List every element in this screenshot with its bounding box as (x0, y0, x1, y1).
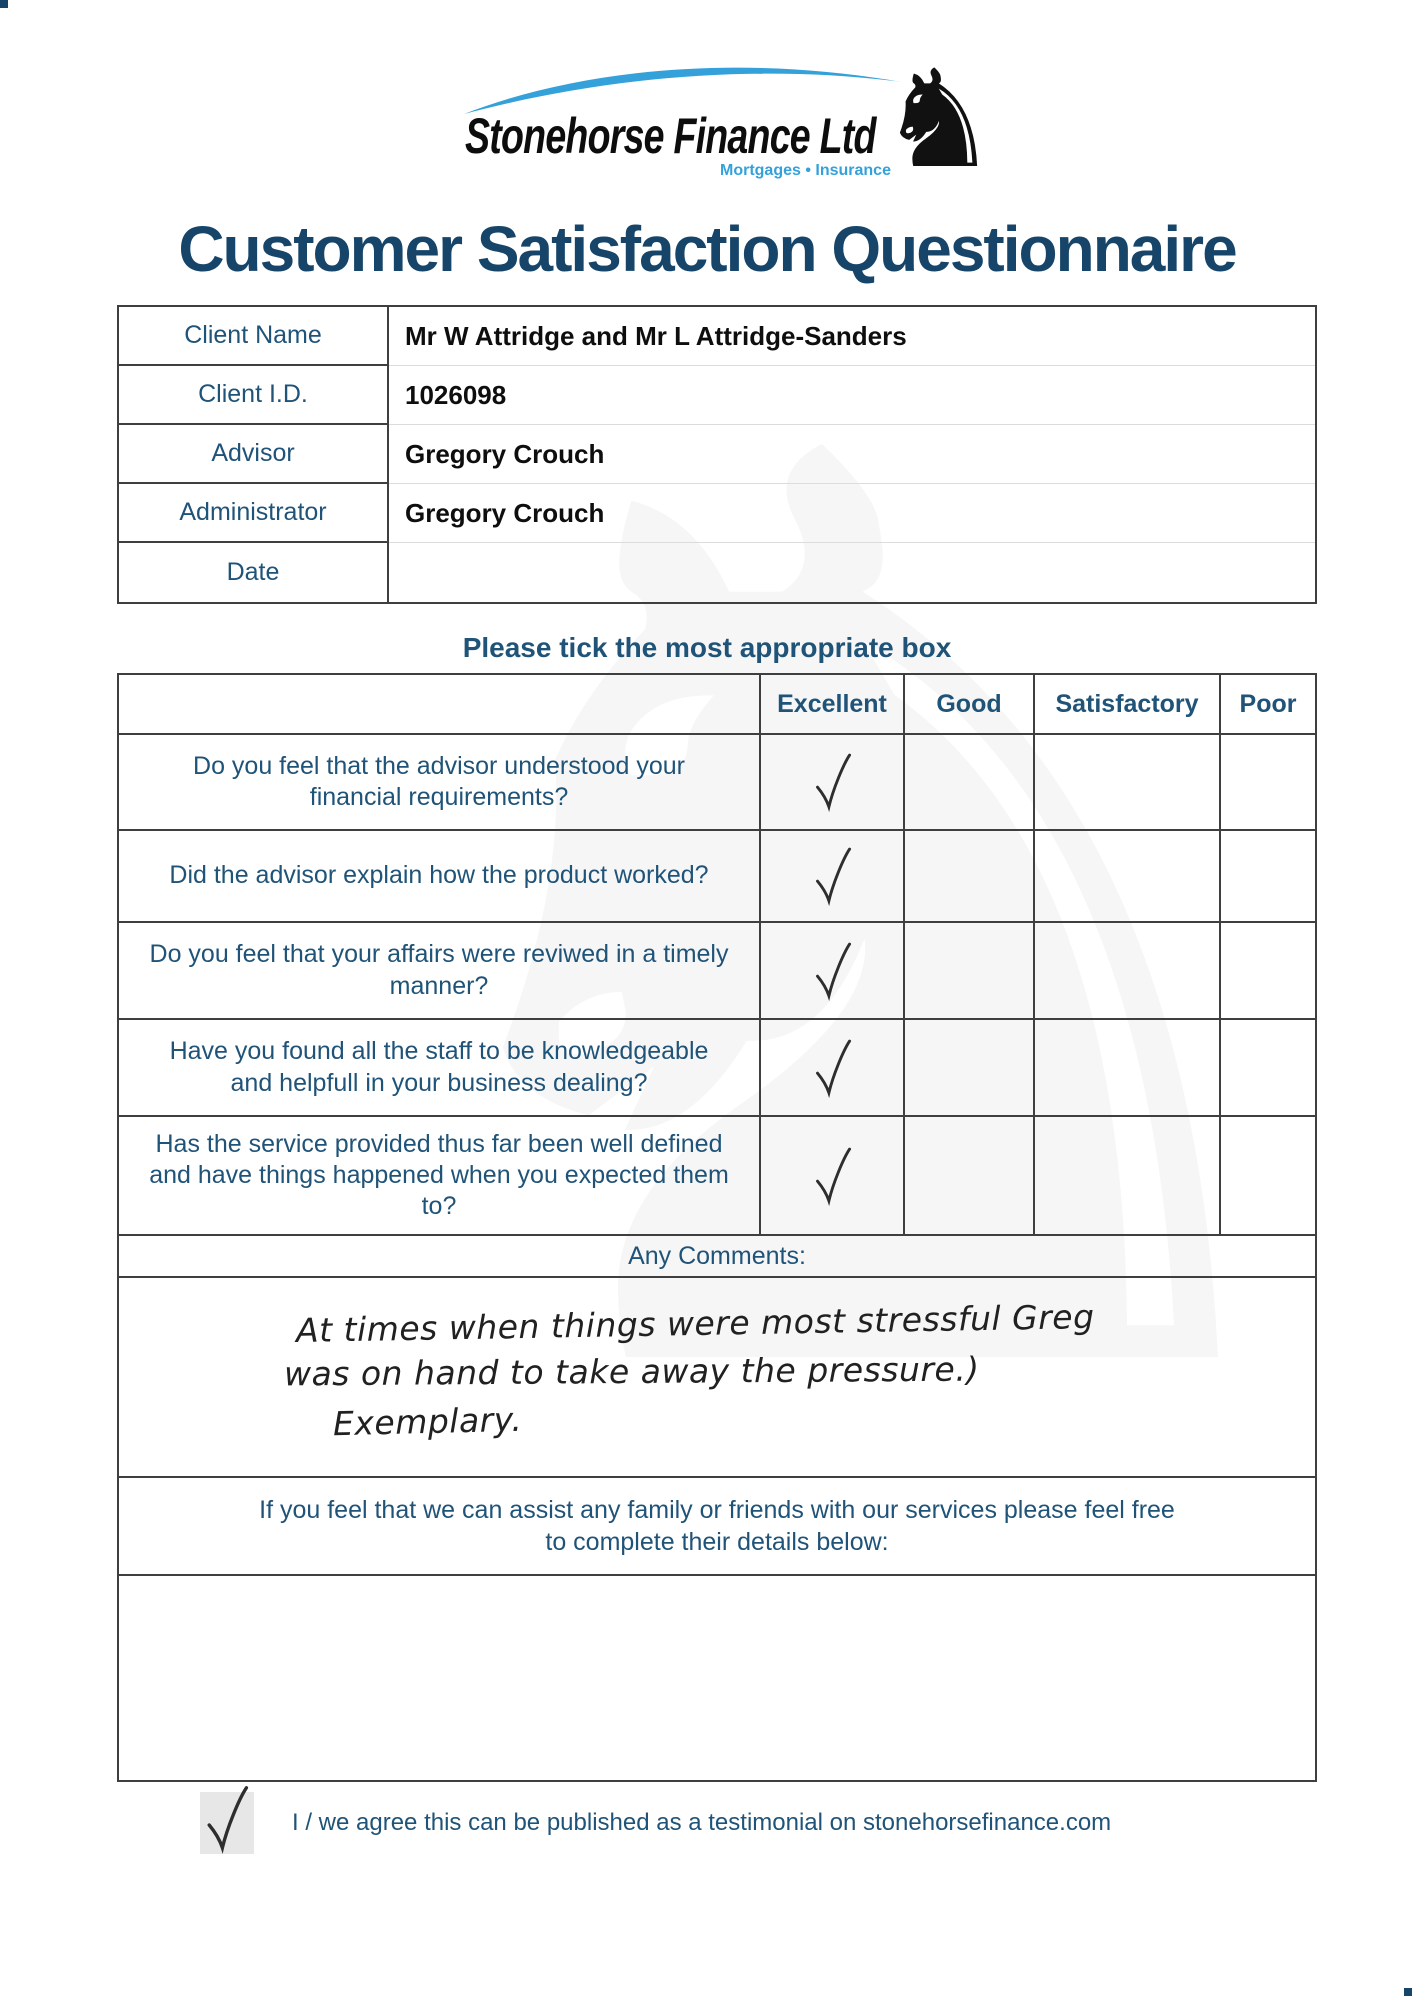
handwritten-comment-line: At times when things were most stressful Greg (295, 1297, 1095, 1350)
question-row (119, 1117, 1315, 1236)
client-name-value[interactable]: Mr W Attridge and Mr L Attridge-Sanders (389, 307, 1315, 366)
table-row (119, 543, 1315, 602)
client-id-value[interactable]: 1026098 (389, 366, 1315, 425)
referral-instruction-line2: to complete their details below: (545, 1528, 889, 1556)
rating-cell-excellent[interactable] (759, 923, 903, 1018)
referral-details-box[interactable] (119, 1576, 1315, 1780)
rating-cell-excellent[interactable] (759, 831, 903, 921)
question-row (119, 1020, 1315, 1117)
rating-cell-excellent[interactable] (759, 735, 903, 829)
rating-table (117, 673, 1317, 1782)
table-row (119, 307, 1315, 366)
any-comments-row (119, 1236, 1315, 1278)
company-tagline: Mortgages • Insurance (720, 162, 891, 179)
question-row (119, 831, 1315, 923)
tick-icon (811, 846, 853, 906)
client-name-label: Client Name (119, 307, 389, 366)
table-row (119, 425, 1315, 484)
column-header-excellent: Excellent (759, 675, 903, 733)
rating-cell-poor[interactable] (1219, 1020, 1315, 1115)
rating-cell-poor[interactable] (1219, 1117, 1315, 1234)
rating-cell-satisfactory[interactable] (1033, 923, 1219, 1018)
client-id-label: Client I.D. (119, 366, 389, 425)
any-comments-label: Any Comments: (628, 1241, 806, 1270)
tick-icon (202, 1784, 250, 1854)
tick-icon (811, 752, 853, 812)
rating-cell-poor[interactable] (1219, 831, 1315, 921)
rating-cell-satisfactory[interactable] (1033, 735, 1219, 829)
question-text: Has the service provided thus far been well defined and have things happened when you expected them to? (149, 1129, 729, 1221)
rating-header-spacer (119, 675, 759, 733)
rating-cell-satisfactory[interactable] (1033, 831, 1219, 921)
company-name: Stonehorse Finance Ltd (465, 108, 876, 164)
comments-box[interactable] (119, 1278, 1315, 1478)
testimonial-checkbox[interactable] (200, 1792, 254, 1854)
rating-cell-satisfactory[interactable] (1033, 1117, 1219, 1234)
administrator-label: Administrator (119, 484, 389, 543)
rating-cell-good[interactable] (903, 1117, 1033, 1234)
tick-icon (811, 1146, 853, 1206)
table-row (119, 484, 1315, 543)
rating-header-row (119, 675, 1315, 735)
corner-mark-top-left (0, 0, 8, 8)
column-header-poor: Poor (1219, 675, 1315, 733)
question-text: Did the advisor explain how the product worked? (169, 861, 709, 890)
testimonial-consent-label: I / we agree this can be published as a testimonial on stonehorsefinance.com (292, 1809, 1112, 1836)
rating-cell-excellent[interactable] (759, 1020, 903, 1115)
page-title: Customer Satisfaction Questionnaire (178, 213, 1236, 285)
rating-cell-poor[interactable] (1219, 923, 1315, 1018)
column-header-good: Good (903, 675, 1033, 733)
referral-instruction-row (119, 1478, 1315, 1576)
question-row (119, 923, 1315, 1020)
rating-cell-poor[interactable] (1219, 735, 1315, 829)
tick-icon (811, 1038, 853, 1098)
rating-cell-good[interactable] (903, 831, 1033, 921)
rating-cell-good[interactable] (903, 1020, 1033, 1115)
client-info-table (117, 305, 1317, 604)
rating-cell-excellent[interactable] (759, 1117, 903, 1234)
handwritten-comment-line: was on hand to take away the pressure.) (283, 1349, 980, 1394)
rating-cell-satisfactory[interactable] (1033, 1020, 1219, 1115)
advisor-label: Advisor (119, 425, 389, 484)
rating-cell-good[interactable] (903, 923, 1033, 1018)
table-row (119, 366, 1315, 425)
rating-cell-good[interactable] (903, 735, 1033, 829)
corner-mark-bottom-right (1404, 1988, 1412, 1996)
handwritten-comment-line: Exemplary. (332, 1399, 523, 1444)
advisor-value[interactable]: Gregory Crouch (389, 425, 1315, 484)
referral-instruction-line1: If you feel that we can assist any family or friends with our services please feel free (259, 1495, 1175, 1524)
tick-instruction: Please tick the most appropriate box (462, 632, 952, 663)
administrator-value[interactable]: Gregory Crouch (389, 484, 1315, 543)
tick-icon (811, 941, 853, 1001)
question-text: Have you found all the staff to be knowledgeable and helpfull in your business dealing? (169, 1037, 709, 1097)
horse-head-icon: ♞ (878, 41, 1000, 198)
column-header-satisfactory: Satisfactory (1033, 675, 1219, 733)
question-row (119, 735, 1315, 831)
date-value[interactable] (389, 543, 1315, 602)
date-label: Date (119, 543, 389, 602)
question-text: Do you feel that the advisor understood your financial requirements? (193, 751, 685, 811)
question-text: Do you feel that your affairs were reviwed in a timely manner? (149, 940, 729, 1000)
